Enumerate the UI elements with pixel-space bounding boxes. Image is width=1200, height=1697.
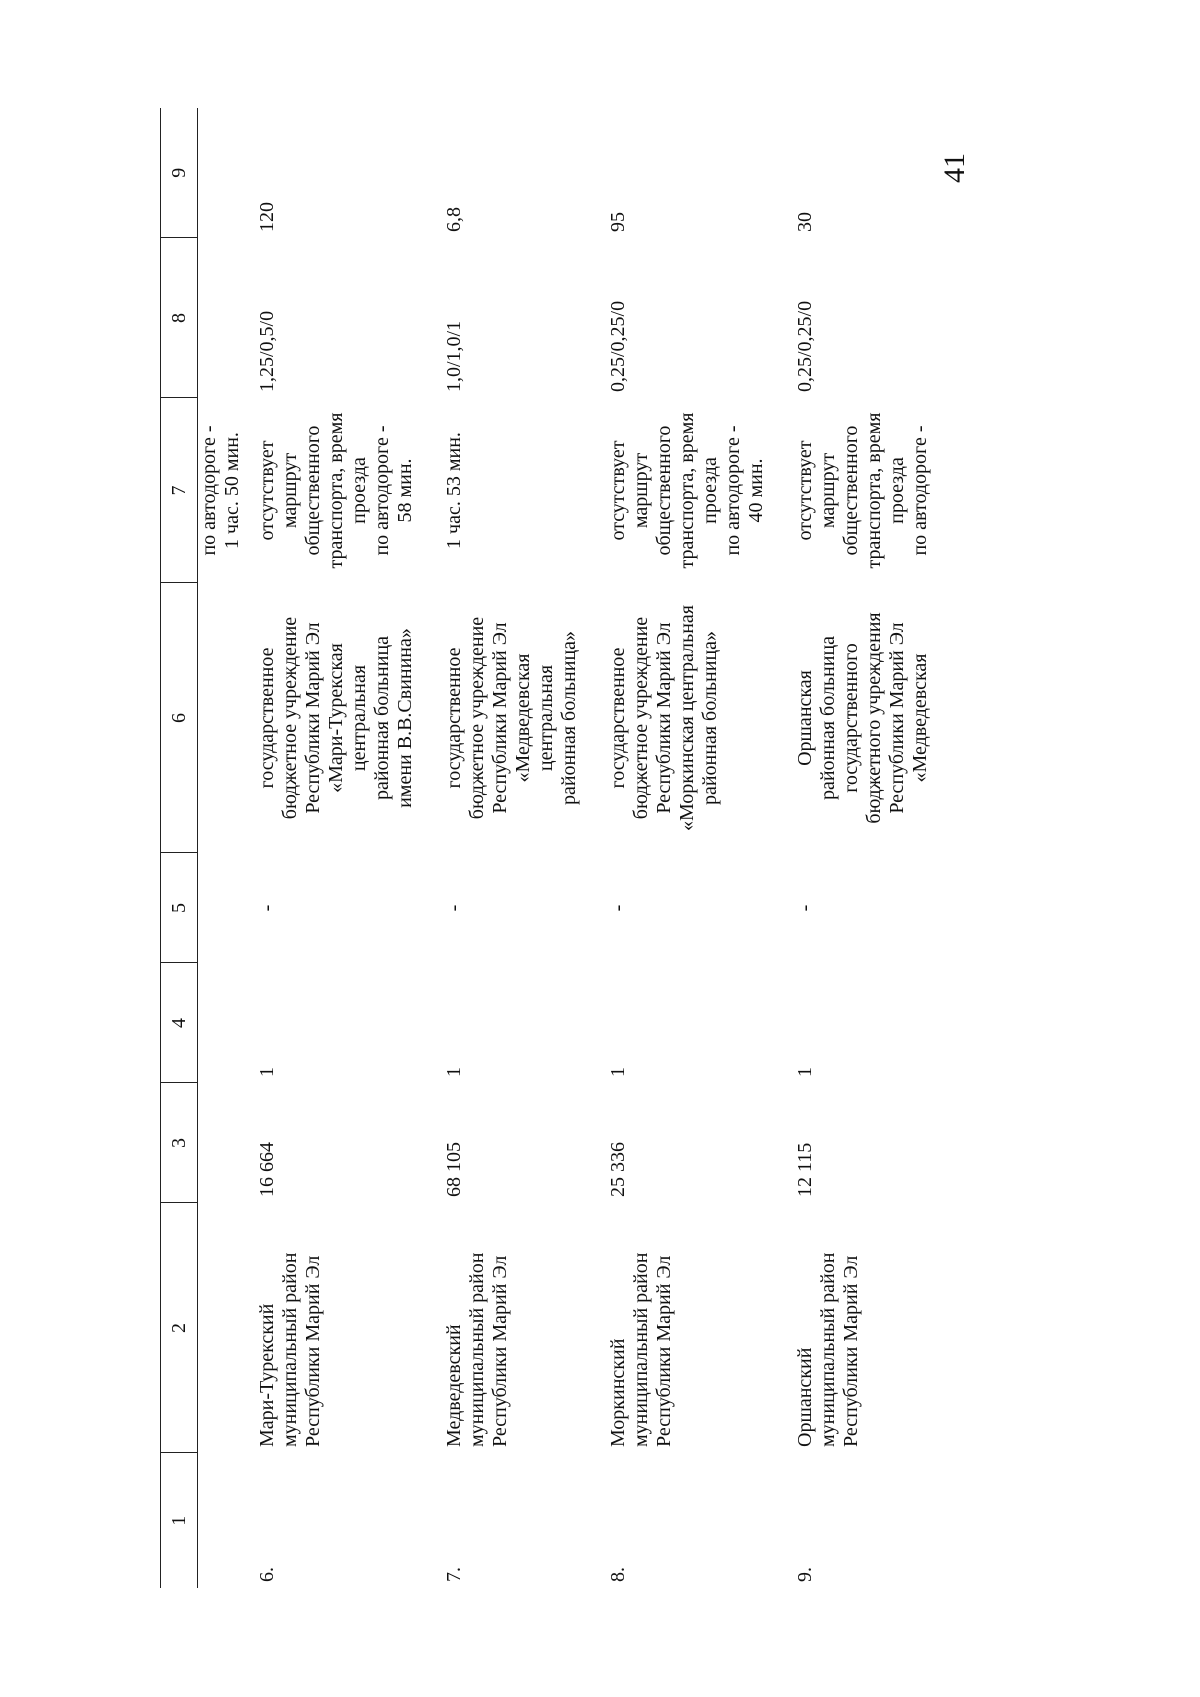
institution-line: бюджетное учреждение <box>466 616 488 820</box>
row-number: 9. <box>794 1567 816 1582</box>
ratio-cell <box>782 238 946 398</box>
institution-line: бюджетное учреждение <box>630 616 652 820</box>
district-cell <box>244 1203 431 1453</box>
institution-line: Республики Марий Эл <box>302 622 324 814</box>
row-number-cell <box>431 1453 595 1588</box>
table-row <box>431 108 595 1588</box>
district-line: Мари-Турекский <box>256 1303 278 1447</box>
travel-cell <box>244 398 431 583</box>
distance-value: 30 <box>794 212 816 232</box>
col5-cell <box>244 853 431 963</box>
travel-cell <box>782 398 946 583</box>
travel-line: маршрут <box>817 452 839 529</box>
column-header: 3 <box>161 1083 198 1203</box>
institution-line: районная больница» <box>558 630 580 806</box>
column-header: 9 <box>161 108 198 238</box>
population-cell <box>595 1083 782 1203</box>
row-number: 6. <box>256 1567 278 1582</box>
institution-line: центральная <box>535 664 557 772</box>
column-header: 7 <box>161 398 198 583</box>
travel-line: общественного <box>302 425 324 556</box>
count-value: 1 <box>607 1067 629 1077</box>
travel-line: 1 час. 53 мин. <box>443 432 465 549</box>
count-value: 1 <box>443 1067 465 1077</box>
row-number-cell <box>595 1453 782 1588</box>
institution-line: районная больница <box>371 635 393 801</box>
count-value: 1 <box>794 1067 816 1077</box>
medical-facilities-table <box>160 108 946 1588</box>
distance-cell <box>782 108 946 238</box>
distance-value: 95 <box>607 212 629 232</box>
ratio-value: 1,25/0,5/0 <box>256 310 278 392</box>
institution-line: Республики Марий Эл <box>886 622 908 814</box>
continuation-travel-cell <box>198 398 245 583</box>
institution-line: районная больница <box>817 635 839 801</box>
district-cell <box>782 1203 946 1453</box>
institution-cell <box>244 583 431 853</box>
district-line: Республики Марий Эл <box>840 1255 862 1447</box>
table-row <box>782 108 946 1588</box>
continuation-row <box>198 108 245 1588</box>
travel-line: транспорта, время <box>676 412 698 569</box>
travel-line: маршрут <box>279 452 301 529</box>
count-cell <box>595 963 782 1083</box>
ratio-value: 1,0/1,0/1 <box>443 320 465 392</box>
distance-cell <box>595 108 782 238</box>
count-cell <box>244 963 431 1083</box>
column-number-row <box>161 108 198 1588</box>
travel-line: маршрут <box>630 452 652 529</box>
count-cell <box>782 963 946 1083</box>
institution-line: районная больница» <box>699 630 721 806</box>
district-line: муниципальный район <box>466 1252 488 1447</box>
institution-line: имени В.В.Свинина» <box>394 628 416 808</box>
institution-line: Республики Марий Эл <box>489 622 511 814</box>
col5-cell <box>782 853 946 963</box>
district-line: Республики Марий Эл <box>489 1255 511 1447</box>
travel-line: проезда <box>699 457 721 524</box>
row-number-cell <box>782 1453 946 1588</box>
district-line: муниципальный район <box>279 1252 301 1447</box>
page-number: 41 <box>938 153 971 183</box>
institution-line: «Медведевская <box>512 653 534 783</box>
population-cell <box>782 1083 946 1203</box>
travel-line: по автодороге - <box>722 425 744 556</box>
col5-value: - <box>794 904 816 912</box>
institution-line: государственного <box>840 643 862 793</box>
institution-cell <box>431 583 595 853</box>
travel-cell <box>431 398 595 583</box>
institution-line: бюджетного учреждения <box>863 612 885 824</box>
ratio-value: 0,25/0,25/0 <box>607 300 629 392</box>
rotated-table-wrapper <box>160 108 1040 1588</box>
distance-cell <box>431 108 595 238</box>
population-value: 25 336 <box>607 1142 629 1197</box>
travel-line: 40 мин. <box>745 458 767 523</box>
col5-cell <box>595 853 782 963</box>
institution-line: бюджетное учреждение <box>279 616 301 820</box>
row-number: 8. <box>607 1567 629 1582</box>
institution-line: Оршанская <box>794 670 816 766</box>
district-line: Оршанский <box>794 1347 816 1447</box>
institution-line: «Моркинская центральная <box>676 605 698 831</box>
column-header: 4 <box>161 963 198 1083</box>
row-number-cell <box>244 1453 431 1588</box>
district-line: муниципальный район <box>817 1252 839 1447</box>
population-value: 68 105 <box>443 1142 465 1197</box>
travel-line: отсутствует <box>794 440 816 541</box>
ratio-cell <box>431 238 595 398</box>
travel-line: отсутствует <box>256 440 278 541</box>
column-header: 2 <box>161 1203 198 1453</box>
table-row <box>595 108 782 1588</box>
district-line: муниципальный район <box>630 1252 652 1447</box>
institution-line: центральная <box>348 664 370 772</box>
ratio-cell <box>244 238 431 398</box>
ratio-cell <box>595 238 782 398</box>
institution-line: государственное <box>443 647 465 789</box>
col5-value: - <box>607 904 629 912</box>
table-row <box>244 108 431 1588</box>
distance-value: 6,8 <box>443 207 465 232</box>
population-cell <box>431 1083 595 1203</box>
col5-cell <box>431 853 595 963</box>
district-line: Республики Марий Эл <box>302 1255 324 1447</box>
district-line: Медведевский <box>443 1324 465 1447</box>
col5-value: - <box>443 904 465 912</box>
table-body <box>198 108 947 1588</box>
institution-line: Республики Марий Эл <box>653 622 675 814</box>
institution-cell <box>595 583 782 853</box>
population-value: 16 664 <box>256 1142 278 1197</box>
institution-cell <box>782 583 946 853</box>
ratio-value: 0,25/0,25/0 <box>794 300 816 392</box>
column-header: 5 <box>161 853 198 963</box>
travel-line: проезда <box>348 457 370 524</box>
travel-cell <box>595 398 782 583</box>
column-header: 1 <box>161 1453 198 1588</box>
institution-line: государственное <box>256 647 278 789</box>
travel-line: отсутствует <box>607 440 629 541</box>
population-value: 12 115 <box>794 1142 816 1197</box>
district-line: Республики Марий Эл <box>653 1255 675 1447</box>
row-number: 7. <box>443 1567 465 1582</box>
institution-line: «Мари-Турекская <box>325 643 347 793</box>
institution-line: «Медведевская <box>909 653 931 783</box>
count-value: 1 <box>256 1067 278 1077</box>
travel-line: общественного <box>653 425 675 556</box>
travel-line: 58 мин. <box>394 458 416 523</box>
col5-value: - <box>256 904 278 912</box>
district-line: Моркинский <box>607 1338 629 1447</box>
travel-line: проезда <box>886 457 908 524</box>
population-cell <box>244 1083 431 1203</box>
district-cell <box>431 1203 595 1453</box>
travel-line: транспорта, время <box>325 412 347 569</box>
travel-line: по автодороге - <box>371 425 393 556</box>
distance-cell <box>244 108 431 238</box>
column-header: 6 <box>161 583 198 853</box>
district-cell <box>595 1203 782 1453</box>
travel-line: по автодороге - <box>909 425 931 556</box>
column-header: 8 <box>161 238 198 398</box>
travel-line: общественного <box>840 425 862 556</box>
continuation-line: по автодороге - <box>198 425 220 556</box>
continuation-line: 1 час. 50 мин. <box>221 432 243 549</box>
travel-line: транспорта, время <box>863 412 885 569</box>
count-cell <box>431 963 595 1083</box>
distance-value: 120 <box>256 202 278 232</box>
institution-line: государственное <box>607 647 629 789</box>
